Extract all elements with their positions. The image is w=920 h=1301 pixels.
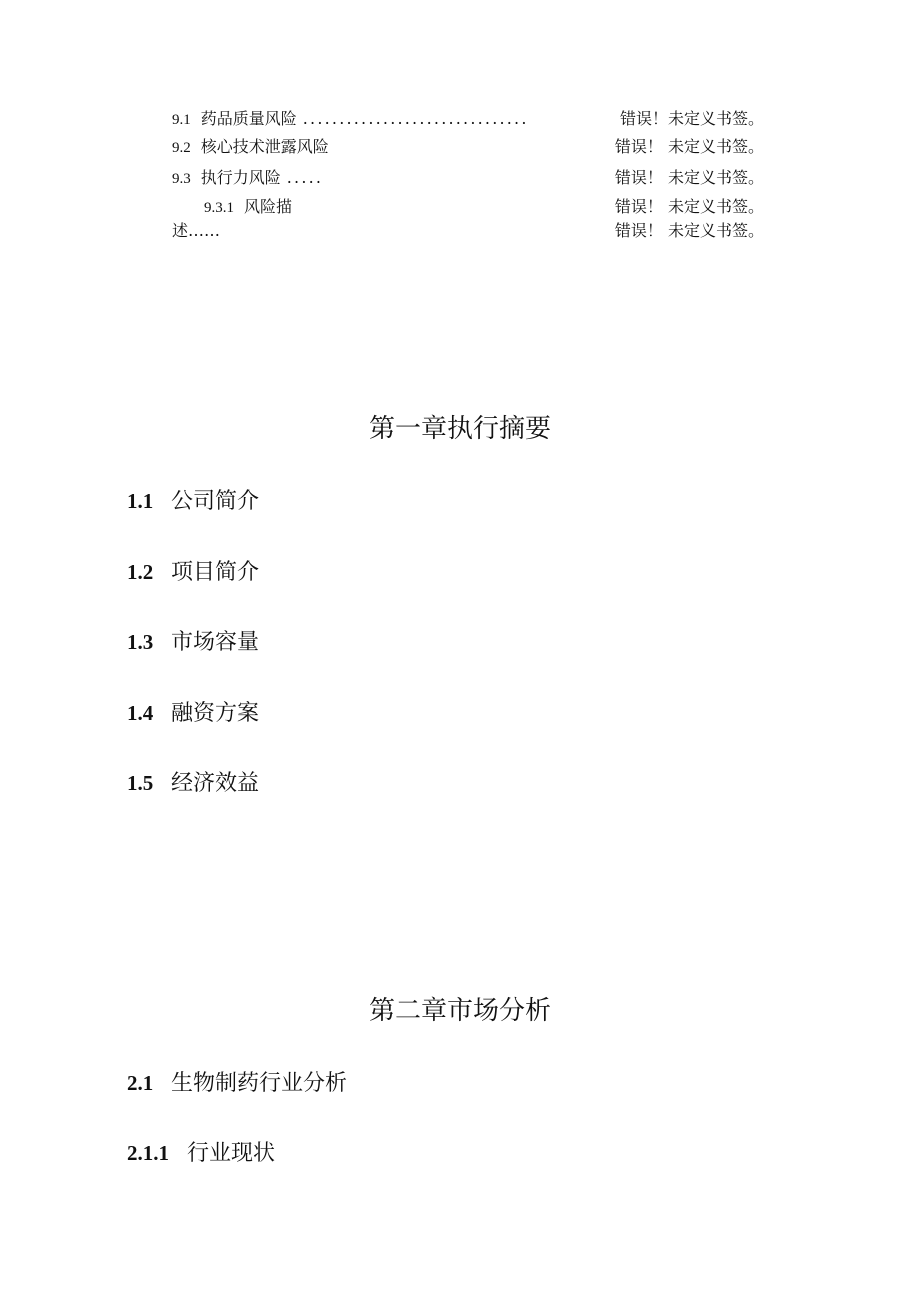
section-heading: [127, 627, 259, 657]
section-title: 融资方案: [171, 701, 260, 726]
section-heading: [127, 557, 259, 587]
toc-title: 执行力风险: [200, 168, 281, 187]
toc-entry[interactable]: [172, 166, 768, 190]
toc-leader-dots: .....: [286, 168, 324, 187]
section-title: 生物制药行业分析: [171, 1071, 348, 1096]
toc-page-ref: 错误！ 未定义书签。: [614, 168, 764, 187]
section-number: 1.2: [127, 560, 154, 584]
section-heading: [127, 768, 259, 798]
section-heading: [127, 1068, 347, 1098]
section-number: 1.4: [127, 701, 154, 725]
section-title: 项目简介: [171, 560, 260, 585]
toc-entry[interactable]: [204, 195, 768, 219]
chapter-title: 第一章执行摘要: [368, 414, 551, 444]
toc-title: 核心技术泄露风险: [200, 137, 329, 156]
section-number: 1.1: [127, 489, 154, 513]
chapter-title: 第二章市场分析: [368, 996, 551, 1026]
toc-page-ref: 错误！ 未定义书签。: [614, 137, 764, 156]
section-title: 行业现状: [187, 1141, 276, 1166]
toc-page-ref: 错误！ 未定义书签。: [614, 221, 764, 240]
section-title: 市场容量: [171, 630, 260, 655]
section-number: 1.5: [127, 771, 154, 795]
section-heading: [127, 698, 259, 728]
toc-entry[interactable]: [172, 107, 768, 131]
section-number: 2.1.1: [127, 1141, 169, 1165]
toc-title: 述……: [172, 221, 221, 240]
section-title: 经济效益: [171, 771, 260, 796]
toc-entry[interactable]: [172, 135, 768, 159]
subsection-heading: [127, 1138, 275, 1168]
toc-number: 9.1: [172, 112, 191, 128]
section-heading: [127, 486, 259, 516]
section-number: 1.3: [127, 630, 154, 654]
toc-page-ref: 错误！未定义书签。: [619, 109, 764, 128]
section-title: 公司简介: [171, 489, 260, 514]
toc-number: 9.3.1: [204, 200, 234, 216]
toc-leader-dots: ...............................: [302, 109, 529, 128]
toc-number: 9.2: [172, 140, 191, 156]
toc-title: 药品质量风险: [200, 109, 297, 128]
toc-number: 9.3: [172, 171, 191, 187]
toc-entry-continuation[interactable]: [172, 219, 768, 243]
toc-title: 风险描: [244, 197, 293, 216]
section-number: 2.1: [127, 1071, 154, 1095]
toc-page-ref: 错误！ 未定义书签。: [614, 197, 764, 216]
